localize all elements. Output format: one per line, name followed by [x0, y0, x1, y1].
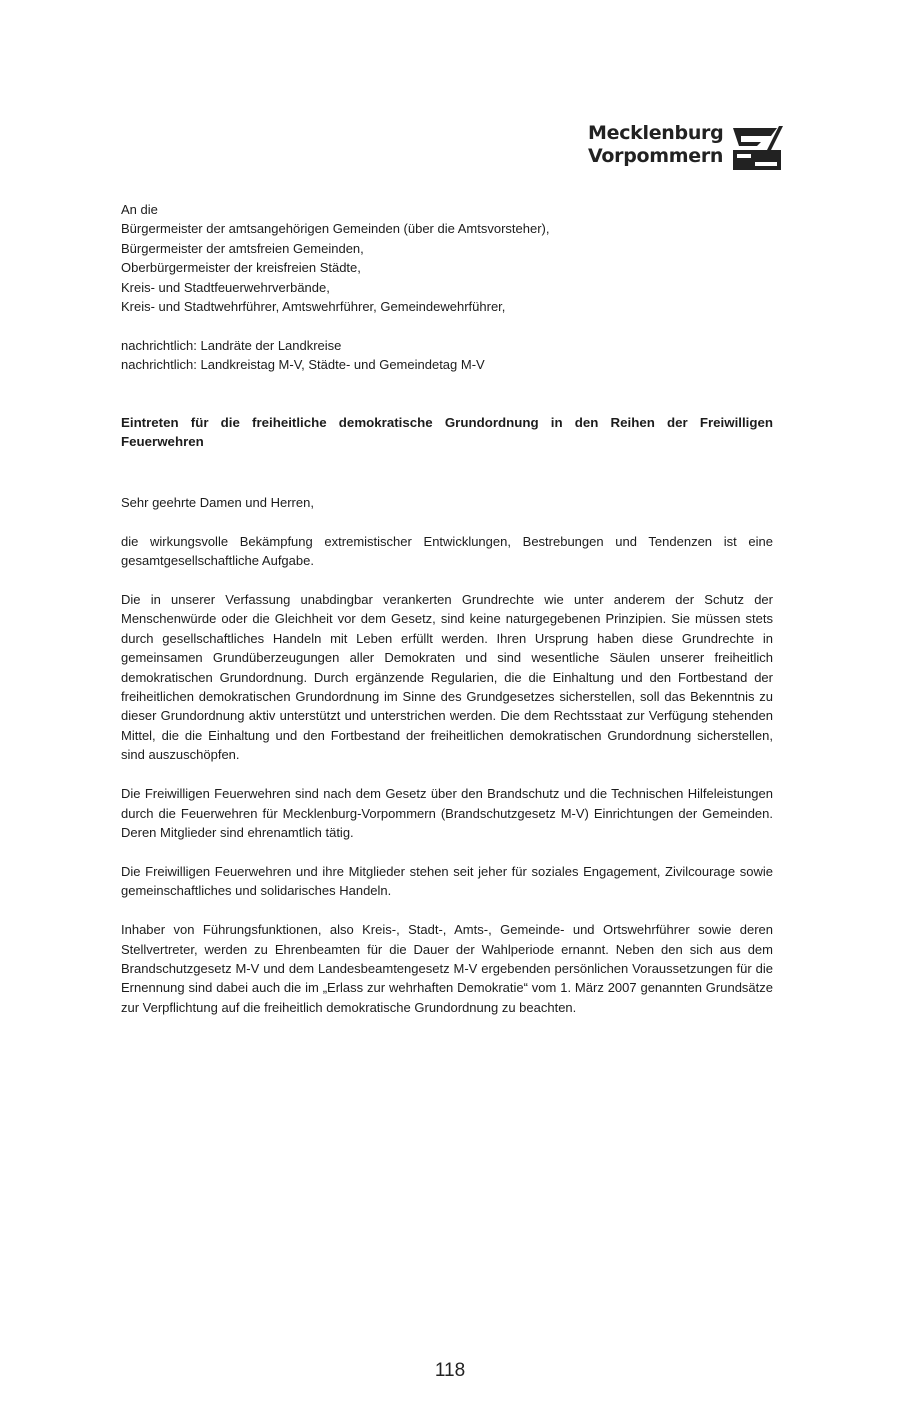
- salutation: Sehr geehrte Damen und Herren,: [121, 494, 314, 510]
- letter-body: [121, 200, 773, 1017]
- recipient-line: Oberbürgermeister der kreisfreien Städte,: [121, 260, 361, 276]
- page-number: 118: [434, 1360, 466, 1381]
- cc-line: nachrichtlich: Landkreistag M-V, Städte- und Gemeindetag M-V: [121, 357, 485, 373]
- paragraph: Die Freiwilligen Feuerwehren sind nach dem Gesetz über den Brandschutz und die Technischen Hilfeleistungen durch die Feuerwehren für Mecklenburg-Vorpommern (Brandschutzgesetz M-V) Einrichtungen der Gemeinden. Deren Mitglieder sind ehrenamtlich tätig.: [121, 786, 773, 840]
- recipient-line: Kreis- und Stadtfeuerwehrverbände,: [121, 279, 330, 295]
- letter-subject: Eintreten für die freiheitliche demokratische Grundordnung in den Reihen der Freiwilligen Feuerwehren: [121, 414, 773, 450]
- recipient-block: [121, 200, 773, 316]
- paragraph: die wirkungsvolle Bekämpfung extremistischer Entwicklungen, Bestrebungen und Tendenzen ist eine gesamtgesellschaftliche Aufgabe.: [121, 533, 773, 569]
- recipient-line: Bürgermeister der amtsfreien Gemeinden,: [121, 240, 364, 256]
- paragraph: Inhaber von Führungsfunktionen, also Kreis-, Stadt-, Amts-, Gemeinde- und Ortswehrführer sowie deren Stellvertreter, werden zu Ehrenbeamten für die Dauer der Wahlperiode ernannt. Neben den sich aus dem Brandschutzgesetz M-V und dem Landesbeamtengesetz M-V ergebenden persönlichen Voraussetzungen für die Ernennung sind dabei auch die im „Erlass zur wehrhaften Demokratie“ vom 1. März 2007 genannten Grundsätze zur Verpflichtung auf die freiheitlich demokratische Grundordnung zu beachten.: [121, 922, 773, 1015]
- state-emblem-icon: [731, 124, 783, 172]
- logo-text: [588, 122, 723, 168]
- recipient-line: Bürgermeister der amtsangehörigen Gemeinden (über die Amtsvorsteher),: [121, 221, 550, 237]
- paragraph: Die in unserer Verfassung unabdingbar verankerten Grundrechte wie unter anderem der Schutz der Menschenwürde oder die Gleichheit vor dem Gesetz, sind keine naturgegebenen Prinzipien. Sie müssen stets durch gesellschaftliches Handeln mit Leben erfüllt werden. Ihren Ursprung haben diese Grundrechte in gemeinsamen Grundüberzeugungen aller Demokraten und sind wesentliche Säulen unserer freiheitlich demokratischen Grundordnung. Durch ergänzende Regularien, die die Einhaltung und den Fortbestand der freiheitlichen demokratischen Grundordnung im Sinne des Grundgesetzes sicherstellen, soll das Bekenntnis zu dieser Grundordnung aktiv unterstützt und unterstrichen werden. Die dem Rechtsstaat zur Verfügung stehenden Mittel, die die Einhaltung und den Fortbestand der freiheitlichen demokratischen Grundordnung sicherstellen, sind auszuschöpfen.: [121, 591, 773, 763]
- recipient-intro: An die: [121, 202, 158, 217]
- cc-line: nachrichtlich: Landräte der Landkreise: [121, 337, 342, 353]
- recipient-line: Kreis- und Stadtwehrführer, Amtswehrführer, Gemeindewehrführer,: [121, 299, 506, 315]
- logo-line-2: Vorpommern: [588, 145, 724, 167]
- paragraph: Die Freiwilligen Feuerwehren und ihre Mitglieder stehen seit jeher für soziales Engagement, Zivilcourage sowie gemeinschaftliches und solidarisches Handeln.: [121, 863, 773, 899]
- logo-line-1: Mecklenburg: [588, 122, 724, 144]
- state-logo: [588, 122, 788, 174]
- cc-block: [121, 336, 773, 375]
